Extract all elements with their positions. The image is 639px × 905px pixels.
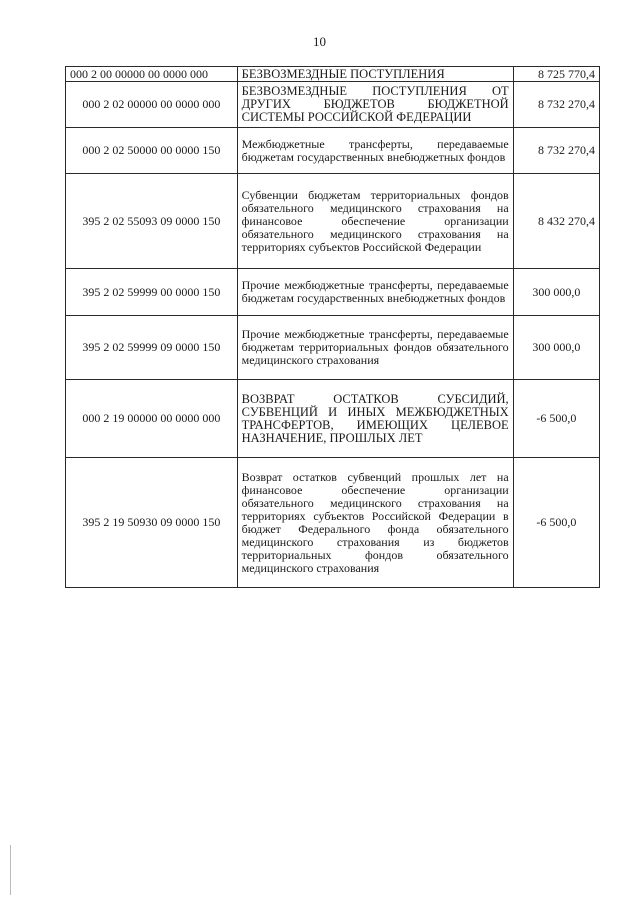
page-number: 10 [313,34,326,49]
table-row [66,174,600,269]
budget-revenue-table [65,66,600,588]
revenue-name-cell: БЕЗВОЗМЕЗДНЫЕ ПОСТУПЛЕНИЯ ОТ ДРУГИХ БЮДЖЕТОВ БЮДЖЕТНОЙ СИСТЕМЫ РОССИЙСКОЙ ФЕДЕРАЦИИ [237,82,513,128]
amount-cell: 8 725 770,4 [513,67,599,82]
revenue-name-cell: ВОЗВРАТ ОСТАТКОВ СУБСИДИЙ, СУБВЕНЦИЙ И ИНЫХ МЕЖБЮДЖЕТНЫХ ТРАНСФЕРТОВ, ИМЕЮЩИХ ЦЕЛЕВОЕ НАЗНАЧЕНИЕ, ПРОШЛЫХ ЛЕТ [237,380,513,458]
budget-code-cell: 395 2 02 55093 09 0000 150 [66,174,238,269]
budget-code-cell: 000 2 02 50000 00 0000 150 [66,128,238,174]
table-row [66,458,600,588]
amount-cell: 8 732 270,4 [513,128,599,174]
budget-code-cell: 000 2 02 00000 00 0000 000 [66,82,238,128]
budget-code-cell: 395 2 19 50930 09 0000 150 [66,458,238,588]
scan-margin-line [10,845,11,895]
amount-cell: 8 432 270,4 [513,174,599,269]
revenue-name-cell: Возврат остатков субвенций прошлых лет на финансовое обеспечение организации обязательного медицинского страхования на территориях субъектов Российской Федерации в бюджет Федерального фонда обязательного медицинского страхования из бюджетов территориальных фондов обязательного медицинского страхования [237,458,513,588]
amount-cell: 8 732 270,4 [513,82,599,128]
revenue-name-cell: БЕЗВОЗМЕЗДНЫЕ ПОСТУПЛЕНИЯ [237,67,513,82]
table-row [66,128,600,174]
revenue-name-cell: Прочие межбюджетные трансферты, передаваемые бюджетам территориальных фондов обязательного медицинского страхования [237,316,513,380]
amount-cell: -6 500,0 [513,458,599,588]
amount-cell: -6 500,0 [513,380,599,458]
table-row [66,269,600,316]
budget-code-cell: 395 2 02 59999 00 0000 150 [66,269,238,316]
revenue-name-cell: Субвенции бюджетам территориальных фондов обязательного медицинского страхования на финансовое обеспечение организации обязательного медицинского страхования на территориях субъектов Российской Федерации [237,174,513,269]
revenue-name-cell: Межбюджетные трансферты, передаваемые бюджетам государственных внебюджетных фондов [237,128,513,174]
table-row [66,67,600,82]
table-row [66,316,600,380]
budget-code-cell: 000 2 00 00000 00 0000 000 [66,67,238,82]
budget-code-cell: 000 2 19 00000 00 0000 000 [66,380,238,458]
amount-cell: 300 000,0 [513,316,599,380]
budget-code-cell: 395 2 02 59999 09 0000 150 [66,316,238,380]
amount-cell: 300 000,0 [513,269,599,316]
revenue-name-cell: Прочие межбюджетные трансферты, передаваемые бюджетам государственных внебюджетных фондов [237,269,513,316]
table-row [66,82,600,128]
table-row [66,380,600,458]
